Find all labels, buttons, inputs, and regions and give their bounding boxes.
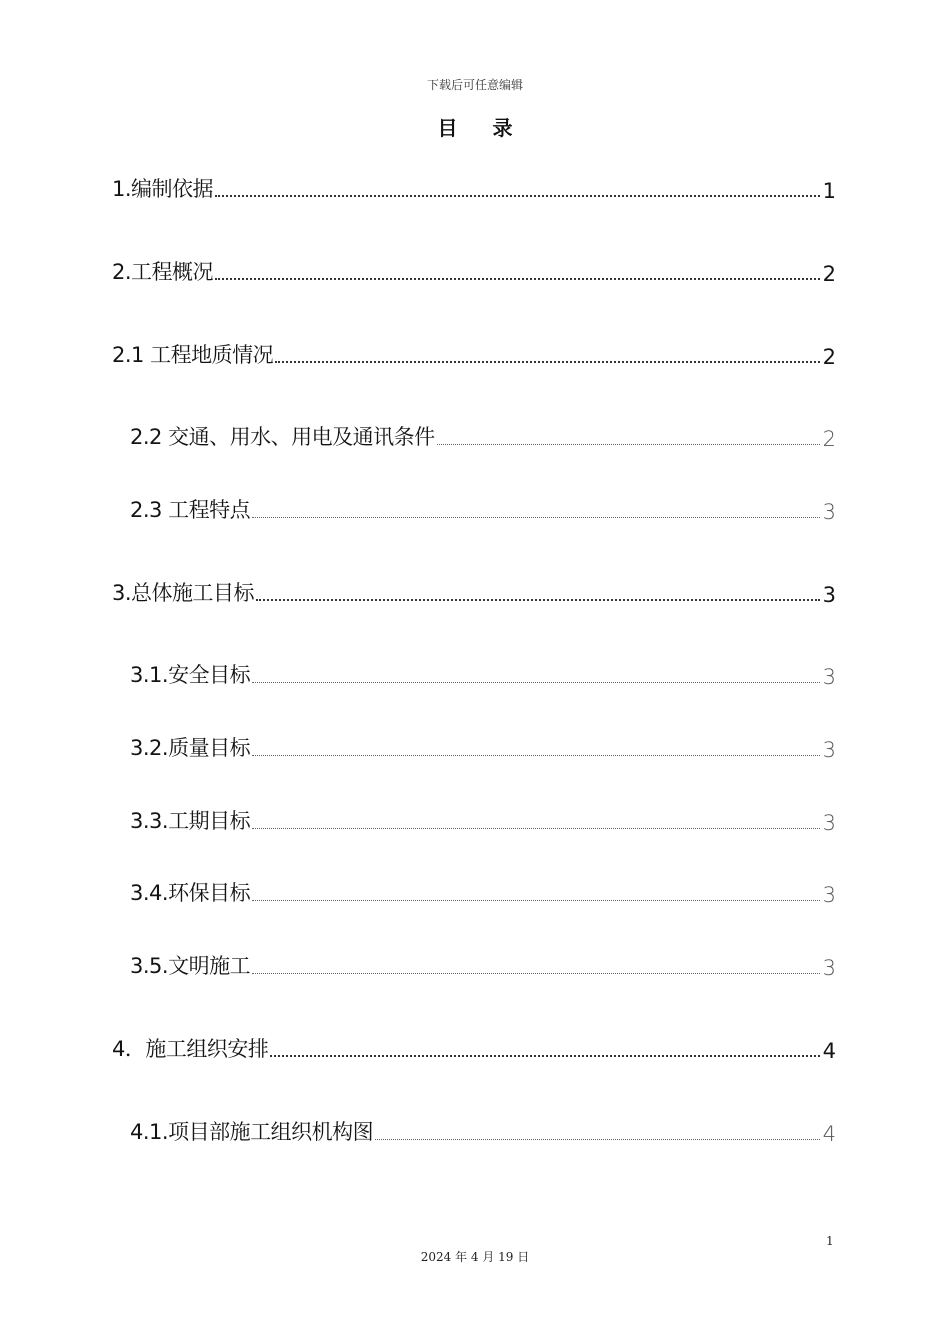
toc-entry[interactable] [130, 421, 836, 451]
toc-entry-page: 2 [822, 262, 836, 286]
toc-entry[interactable] [112, 577, 836, 607]
toc-entry-label: 4．施工组织安排 [112, 1037, 269, 1061]
toc-entry-page: 2 [822, 345, 836, 369]
toc-entry-page: 3 [822, 665, 836, 689]
toc-leader-dots [252, 900, 820, 901]
toc-title: 目 录 [437, 116, 527, 140]
toc-entry-label: 2.3 工程特点 [130, 498, 251, 522]
toc-entry-page: 4 [822, 1122, 836, 1146]
toc-entry[interactable] [112, 256, 836, 286]
toc-leader-dots [252, 517, 820, 518]
footer-date: 2024 年 4 月 19 日 [420, 1250, 530, 1264]
toc-entry[interactable] [130, 805, 836, 835]
header-note: 下载后可任意编辑 [426, 78, 523, 92]
toc-entry-label: 3.5.文明施工 [130, 954, 251, 978]
toc-leader-dots [252, 973, 820, 974]
toc-entry-page: 3 [822, 500, 836, 524]
toc-entry-page: 1 [822, 179, 836, 203]
toc-leader-dots [252, 755, 820, 756]
toc-leader-dots [215, 278, 820, 280]
toc-entry[interactable] [130, 950, 836, 980]
toc-entry-page: 2 [822, 427, 836, 451]
toc-entry-page: 3 [822, 583, 836, 607]
toc-entry-label: 4.1.项目部施工组织机构图 [130, 1120, 374, 1144]
toc-leader-dots [437, 444, 820, 445]
page-number: 1 [826, 1234, 834, 1248]
toc-leader-dots [252, 828, 820, 829]
toc-entry-page: 3 [822, 956, 836, 980]
toc-entry-label: 2.工程概况 [112, 260, 214, 284]
toc-leader-dots [215, 195, 820, 197]
toc-entry[interactable] [130, 877, 836, 907]
toc-entry[interactable] [130, 494, 836, 524]
toc-entry-label: 1.编制依据 [112, 177, 214, 201]
toc-entry[interactable] [130, 659, 836, 689]
toc-entry-label: 3.1.安全目标 [130, 663, 251, 687]
toc-leader-dots [256, 599, 820, 601]
toc-entry-label: 2.1 工程地质情况 [112, 343, 274, 367]
toc-entry-label: 2.2 交通、用水、用电及通讯条件 [130, 425, 435, 449]
toc-leader-dots [252, 682, 820, 683]
toc-entry[interactable] [112, 173, 836, 203]
toc-entry[interactable] [130, 1116, 836, 1146]
toc-entry-page: 3 [822, 738, 836, 762]
toc-entry-label: 3.3.工期目标 [130, 809, 251, 833]
toc-entry-page: 4 [822, 1039, 836, 1063]
toc-entry-label: 3.4.环保目标 [130, 881, 251, 905]
toc-entry[interactable] [112, 339, 836, 369]
toc-entry-label: 3.总体施工目标 [112, 581, 255, 605]
toc-entry-page: 3 [822, 811, 836, 835]
toc-entry-label: 3.2.质量目标 [130, 736, 251, 760]
toc-entry-page: 3 [822, 883, 836, 907]
toc-leader-dots [270, 1055, 819, 1057]
toc-entry[interactable] [112, 1033, 836, 1063]
toc-entry[interactable] [130, 732, 836, 762]
toc-leader-dots [275, 361, 820, 363]
toc-leader-dots [375, 1139, 820, 1140]
